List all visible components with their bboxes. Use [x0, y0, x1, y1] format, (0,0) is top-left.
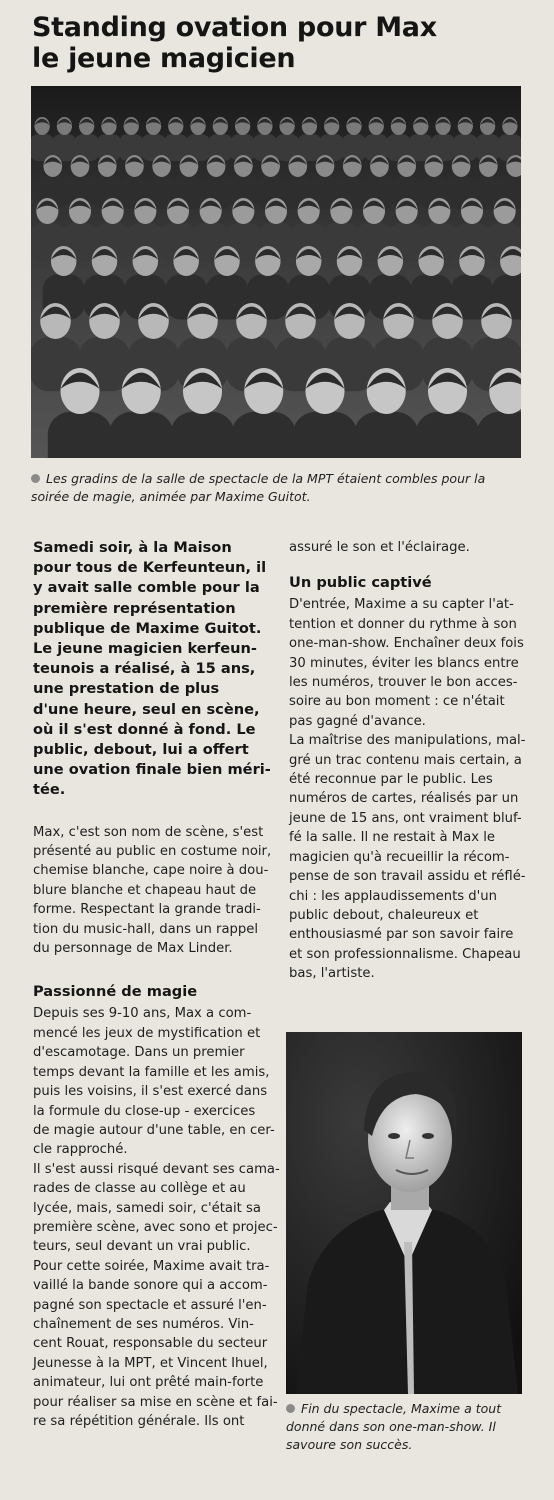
paragraph-line: temps devant la famille et les amis,: [33, 1064, 270, 1080]
paragraph-line: et son professionnalisme. Chapeau: [289, 946, 521, 962]
paragraph-line: vaillé la bande sonore qui a accom-: [33, 1278, 268, 1294]
paragraph-line: chaînement de ses numéros. Vin-: [33, 1316, 254, 1332]
paragraph-line: lycée, mais, samedi soir, c'était sa: [33, 1200, 261, 1216]
lead-line: une ovation finale bien méri-: [33, 761, 271, 779]
paragraph-rhythm: [289, 595, 522, 731]
paragraph-line: été reconnue par le public. Les: [289, 772, 493, 788]
paragraph-line: magicien qu'à recueillir la récom-: [289, 849, 510, 865]
caption-bullet-icon: [31, 474, 40, 483]
paragraph-line: pas gagné d'avance.: [289, 713, 426, 729]
paragraph-line: tion du music-hall, dans un rappel: [33, 921, 259, 937]
paragraph-line: chemise blanche, cape noire à dou-: [33, 863, 269, 879]
lead-line: où il s'est donné à fond. Le: [33, 720, 256, 738]
paragraph-line: rades de classe au collège et au: [33, 1181, 246, 1197]
paragraph-line: 30 minutes, éviter les blancs entre: [289, 655, 519, 671]
lead-line: d'une heure, seul en scène,: [33, 700, 260, 718]
subheading-captive-audience: Un public captivé: [289, 574, 432, 592]
paragraph-line: fé la salle. Il ne restait à Max le: [289, 830, 495, 846]
paragraph-line: Max, c'est son nom de scène, s'est: [33, 824, 264, 840]
paragraph-line: assuré le son et l'éclairage.: [289, 540, 470, 555]
paragraph-line: soire au bon moment : ce n'était: [289, 694, 505, 710]
paragraph-line: Il s'est aussi risqué devant ses cama-: [33, 1161, 280, 1177]
audience-photo: [31, 86, 521, 458]
paragraph-line: forme. Respectant la grande tradi-: [33, 902, 261, 918]
paragraph-line: blure blanche et chapeau haut de: [33, 882, 257, 898]
paragraph-line: Jeunesse à la MPT, et Vincent Ihuel,: [33, 1355, 268, 1371]
headline-line-1: Standing ovation pour Max: [32, 12, 437, 43]
paragraph-line: du personnage de Max Linder.: [33, 941, 233, 957]
paragraph-line: pour réaliser sa mise en scène et fai-: [33, 1394, 278, 1410]
subheading-passion: Passionné de magie: [33, 983, 198, 1001]
photo-caption-audience: [31, 470, 523, 506]
paragraph-line: chi : les applaudissements d'un: [289, 888, 498, 904]
lead-line: public, debout, lui a offert: [33, 741, 249, 759]
paragraph-beginnings: [33, 1004, 278, 1159]
paragraph-line: jeune de 15 ans, ont vraiment bluf-: [289, 810, 522, 826]
photo-caption-portrait: [286, 1400, 522, 1454]
paragraph-line: enthousiasmé par son savoir faire: [289, 927, 514, 943]
paragraph-line: première scène, avec sono et projec-: [33, 1219, 278, 1235]
caption-text: Fin du spectacle, Maxime a tout donné dans son one-man-show. Il savoure son succès.: [286, 1401, 502, 1452]
paragraph-line: teurs, seul devant un vrai public.: [33, 1239, 251, 1255]
lead-line: une prestation de plus: [33, 680, 220, 698]
headline: [32, 12, 532, 74]
lead-line: pour tous de Kerfeunteun, il: [33, 559, 267, 577]
lead-line: Samedi soir, à la Maison: [33, 539, 232, 556]
paragraph-preparation: [33, 1257, 278, 1432]
paragraph-line: numéros de cartes, réalisés par un: [289, 791, 519, 807]
paragraph-line: bas, l'artiste.: [289, 966, 375, 982]
lead-line: publique de Maxime Guitot.: [33, 619, 262, 637]
paragraph-line: la formule du close-up - exercices: [33, 1103, 256, 1119]
paragraph-line: cle rapproché.: [33, 1142, 128, 1158]
paragraph-line: mencé les jeux de mystification et: [33, 1025, 261, 1041]
paragraph-line: d'escamotage. Dans un premier: [33, 1045, 245, 1061]
paragraph-line: pagné son spectacle et assuré l'en-: [33, 1297, 267, 1313]
lead-line: première représentation: [33, 599, 236, 617]
paragraph-first-stage: [33, 1160, 278, 1257]
lead-line: tée.: [33, 781, 66, 799]
paragraph-mastery: [289, 731, 526, 983]
paragraph-line: D'entrée, Maxime a su capter l'at-: [289, 597, 514, 613]
left-column: [33, 538, 278, 1431]
paragraph-line: tention et donner du rythme à son: [289, 616, 517, 632]
paragraph-costume: [33, 823, 278, 959]
caption-bullet-icon: [286, 1404, 295, 1413]
paragraph-line: public debout, chaleureux et: [289, 907, 479, 923]
paragraph-line: pense de son travail assidu et réflé-: [289, 869, 526, 885]
paragraph-line: Depuis ses 9-10 ans, Max a com-: [33, 1006, 252, 1022]
paragraph-line: one-man-show. Enchaîner deux fois: [289, 636, 524, 652]
caption-text: Les gradins de la salle de spectacle de la MPT étaient combles pour la soirée de magie, animée par Maxime Guitot.: [31, 471, 486, 504]
paragraph-line: La maîtrise des manipulations, mal-: [289, 733, 526, 749]
lead-line: teunois a réalisé, à 15 ans,: [33, 660, 256, 678]
paragraph-line: Pour cette soirée, Maxime avait tra-: [33, 1258, 270, 1274]
magician-portrait-photo: [286, 1032, 522, 1394]
paragraph-line: puis les voisins, il s'est exercé dans: [33, 1084, 268, 1100]
paragraph-line: animateur, lui ont prêté main-forte: [33, 1375, 264, 1391]
paragraph-line: les numéros, trouver le bon acces-: [289, 675, 518, 691]
headline-line-2: le jeune magicien: [32, 43, 296, 74]
paragraph-line: de magie autour d'une table, en cer-: [33, 1122, 275, 1138]
paragraph-line: gré un trac contenu mais certain, a: [289, 752, 522, 768]
paragraph-line: cent Rouat, responsable du secteur: [33, 1336, 268, 1352]
right-column: [289, 538, 526, 984]
lead-paragraph: [33, 538, 278, 801]
lead-line: Le jeune magicien kerfeun-: [33, 640, 257, 658]
paragraph-line: présenté au public en costume noir,: [33, 844, 272, 860]
paragraph-continuation: [289, 538, 522, 557]
lead-line: y avait salle comble pour la: [33, 579, 260, 597]
paragraph-line: re sa répétition générale. Ils ont: [33, 1414, 245, 1430]
